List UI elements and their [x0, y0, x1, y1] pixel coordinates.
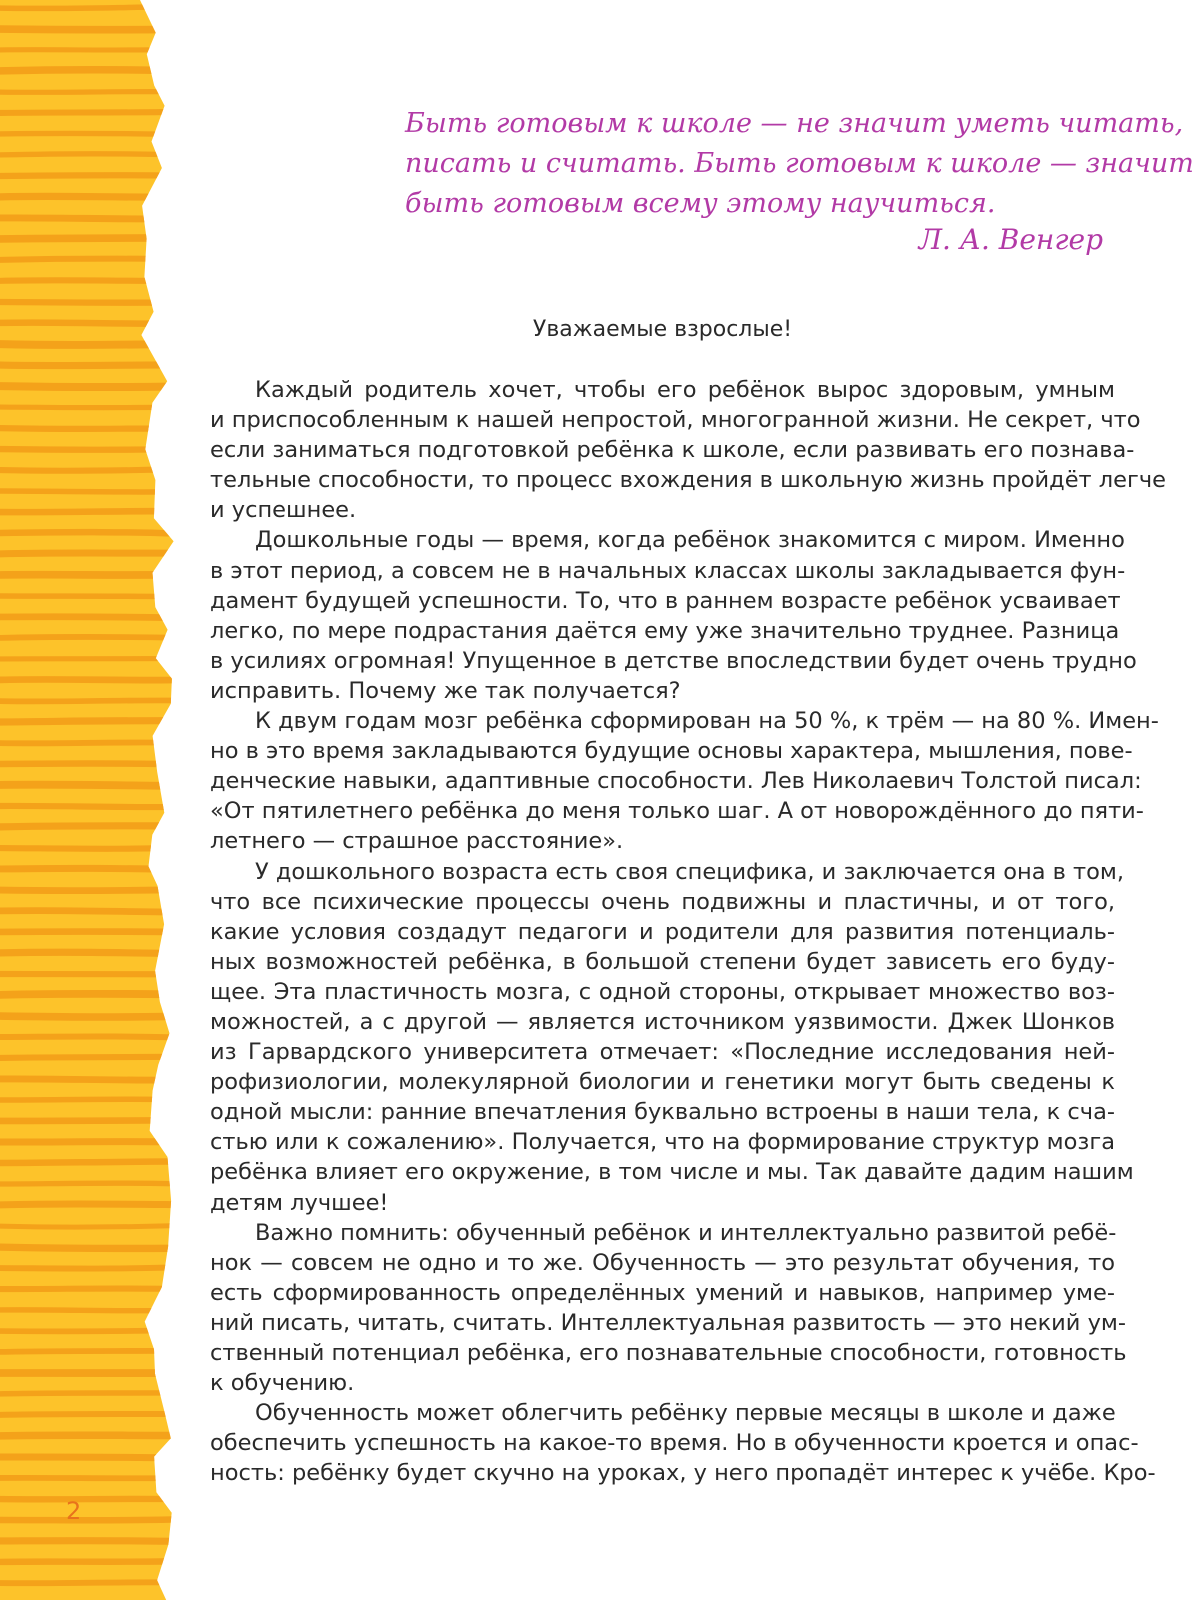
paragraph-line: Дошкольные годы — время, когда ребёнок знакомится с миром. Именно — [255, 527, 1125, 554]
stripe-line — [0, 1541, 200, 1542]
stripe-line — [0, 1204, 200, 1205]
paragraph-line: в усилиях огромная! Упущенное в детстве впоследствии будет очень трудно — [210, 647, 1137, 674]
stripe-line — [0, 700, 200, 701]
stripe-line — [0, 280, 200, 281]
stripe-line — [0, 574, 200, 575]
paragraph-line: летнего — страшное расстояние». — [210, 828, 624, 855]
paragraph-line: обеспечить успешность на какое-то время. Но в обученности кроется и опас- — [210, 1430, 1139, 1457]
stripe-line — [0, 1079, 200, 1080]
epigraph — [405, 104, 1194, 260]
stripe-line — [0, 29, 200, 30]
stripe-line — [0, 196, 200, 197]
stripe-line — [0, 742, 200, 743]
stripe-line — [0, 637, 200, 638]
stripe-line — [0, 1057, 200, 1058]
stripe-line — [0, 952, 200, 954]
paragraph-line: нок — совсем не одно и то же. Обученность — это результат обучения, то — [210, 1249, 1115, 1276]
stripe-line — [0, 868, 200, 870]
stripe-line — [0, 302, 200, 303]
stripe-line — [0, 175, 200, 176]
stripe-line — [0, 1330, 200, 1332]
page-number: 2 — [66, 1497, 82, 1525]
paragraph-line: легко, по мере подрастания даётся ему уже значительно труднее. Разница — [210, 617, 1120, 644]
stripe-line — [0, 407, 200, 408]
paragraph-line: исправить. Почему же так получается? — [210, 677, 681, 704]
paragraph — [210, 1398, 1156, 1488]
stripe-line — [0, 491, 200, 492]
stripe-line — [0, 469, 200, 471]
paragraph-line: если заниматься подготовкой ребёнка к школе, если развивать его познава- — [210, 437, 1135, 464]
stripe-line — [0, 847, 200, 848]
stripe-line — [0, 911, 200, 913]
paragraph — [210, 375, 1166, 525]
paragraph-line: денческие навыки, адаптивные способности. Лев Николаевич Толстой писал: — [210, 768, 1142, 795]
stripe-line — [0, 1036, 200, 1038]
stripe-line — [0, 658, 200, 659]
stripe-line — [0, 1561, 200, 1562]
stripe-line — [0, 218, 200, 219]
stripe-line — [0, 1225, 200, 1227]
page-heading: Уважаемые взрослые! — [532, 317, 793, 342]
epigraph-line: Быть готовым к школе — не значит уметь читать, — [405, 108, 1184, 139]
paragraph-line: и успешнее. — [210, 497, 357, 524]
paragraph-line: и приспособленным к нашей непростой, многогранной жизни. Не секрет, что — [210, 407, 1141, 434]
paragraph-line: У дошкольного возраста есть своя специфика, и заключается она в том, — [255, 858, 1125, 885]
stripe-line — [0, 932, 200, 933]
stripe-line — [0, 1267, 200, 1269]
paragraph-line: ребёнка влияет его окружение, в том числе и мы. Так давайте дадим нашим — [210, 1159, 1134, 1186]
paragraph-line: Важно помнить: обученный ребёнок и интеллектуально развитой ребё- — [255, 1219, 1117, 1246]
stripe-line — [0, 826, 200, 827]
stripe-line — [0, 7, 200, 9]
paragraph-line: детям лучшее! — [210, 1189, 389, 1216]
stripe-line — [0, 70, 200, 71]
stripe-line — [0, 1519, 200, 1521]
paragraph-line: К двум годам мозг ребёнка сформирован на 50 %, к трём — на 80 %. Имен- — [255, 708, 1159, 735]
stripe-line — [0, 1414, 200, 1415]
stripe-line — [0, 428, 200, 429]
stripe-line — [0, 994, 200, 995]
stripe-line — [0, 386, 200, 387]
stripe-line — [0, 889, 200, 890]
stripe-line — [0, 679, 200, 680]
stripe-line — [0, 1393, 200, 1394]
epigraph-author: Л. А. Венгер — [918, 223, 1103, 256]
stripe-line — [0, 259, 200, 260]
epigraph-line: писать и считать. Быть готовым к школе — значит — [405, 148, 1194, 179]
stripe-line — [0, 806, 200, 807]
stripe-line — [0, 1120, 200, 1121]
paragraph-line: какие условия создадут педагоги и родители для развития потенциаль- — [210, 918, 1115, 945]
stripe-line — [0, 1457, 200, 1458]
epigraph-line: быть готовым всему этому научиться. — [405, 188, 996, 219]
paragraph-line: ных возможностей ребёнка, в большой степени будет зависеть его буду- — [210, 948, 1115, 975]
paragraph-line: из Гарвардского университета отмечает: «Последние исследования ней- — [210, 1039, 1115, 1066]
paragraph-line: ний писать, читать, считать. Интеллектуальная развитость — это некий ум- — [210, 1309, 1126, 1336]
paragraph-line: рофизиологии, молекулярной биологии и генетики могут быть сведены к — [210, 1069, 1115, 1096]
stripe-line — [0, 112, 200, 113]
stripe-line — [0, 1247, 200, 1248]
stripe-line — [0, 1310, 200, 1311]
stripe-line — [0, 553, 200, 554]
paragraph-line: в этот период, а совсем не в начальных классах школы закладывается фун- — [210, 557, 1126, 584]
stripe-line — [0, 1435, 200, 1436]
body-text — [210, 375, 1166, 1488]
stripe-line — [0, 1099, 200, 1100]
stripe-line — [0, 721, 200, 722]
paragraph-line: ность: ребёнку будет скучно на уроках, у него пропадёт интерес к учёбе. Кро- — [210, 1460, 1156, 1487]
stripe-line — [0, 1288, 200, 1289]
stripe-line — [0, 1582, 200, 1583]
stripe-line — [0, 532, 200, 534]
paragraph-line: что все психические процессы очень подвижны и пластичны, и от того, — [210, 888, 1115, 915]
paragraph — [210, 706, 1159, 856]
stripe-line — [0, 133, 200, 135]
paragraph — [210, 525, 1137, 706]
paragraph-line: Каждый родитель хочет, чтобы его ребёнок вырос здоровым, умным — [255, 377, 1115, 403]
paragraph-line: «От пятилетнего ребёнка до меня только шаг. А от новорождённого до пяти- — [210, 798, 1144, 825]
stripe-line — [0, 511, 200, 512]
stripe-line — [0, 785, 200, 787]
stripe-line — [0, 238, 200, 239]
stripe-line — [0, 1142, 200, 1143]
paragraph-line: дамент будущей успешности. То, что в раннем возрасте ребёнок усваивает — [210, 587, 1121, 614]
paragraph-line: тельные способности, то процесс вхождения в школьную жизнь пройдёт легче — [210, 467, 1166, 494]
stripe-line — [0, 154, 200, 156]
stripe-line — [0, 92, 200, 93]
stripe-line — [0, 1351, 200, 1352]
decorative-stripe-border — [0, 0, 200, 1600]
paragraph-line: есть сформированность определённых умений и навыков, например уме- — [210, 1279, 1115, 1306]
paragraph-line: к обучению. — [210, 1370, 355, 1397]
stripe-line — [0, 365, 200, 366]
paragraph-line: Обученность может облегчить ребёнку первые месяцы в школе и даже — [255, 1400, 1116, 1427]
stripe-line — [0, 323, 200, 324]
paragraph — [210, 857, 1134, 1218]
stripe-line — [0, 1016, 200, 1017]
stripe-line — [0, 617, 200, 618]
stripe-line — [0, 763, 200, 764]
paragraph-line: но в это время закладываются будущие основы характера, мышления, пове- — [210, 738, 1133, 765]
stripe-line — [0, 596, 200, 597]
stripe-line — [0, 49, 200, 50]
stripe-line — [0, 344, 200, 345]
stripe-line — [0, 449, 200, 450]
paragraph-line: одной мысли: ранние впечатления буквально встроены в наши тела, к сча- — [210, 1099, 1115, 1126]
paragraph — [210, 1218, 1127, 1399]
stripe-line — [0, 1183, 200, 1184]
paragraph-line: щее. Эта пластичность мозга, с одной стороны, открывает множество воз- — [210, 978, 1115, 1005]
paragraph-line: стью или к сожалению». Получается, что на формирование структур мозга — [210, 1129, 1115, 1156]
paragraph-line: ственный потенциал ребёнка, его познавательные способности, готовность — [210, 1340, 1127, 1366]
stripe-line — [0, 1161, 200, 1163]
paragraph-line: можностей, а с другой — является источником уязвимости. Джек Шонков — [210, 1008, 1115, 1035]
